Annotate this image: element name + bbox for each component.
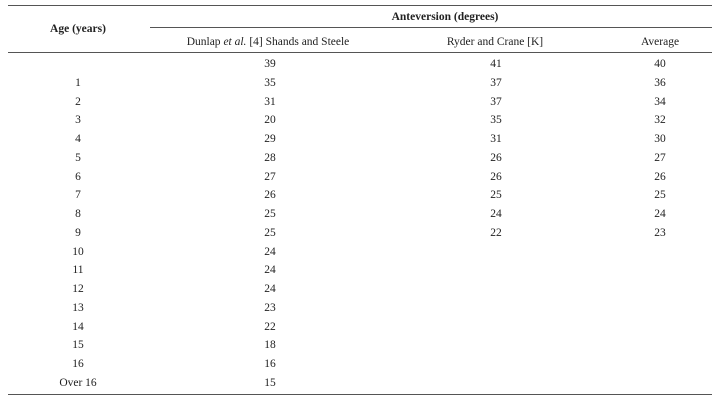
row-age: 7 [75,189,81,201]
row-average-value: 23 [654,227,666,239]
row-dunlap-value: 35 [264,77,276,89]
group-header-rule [150,27,712,28]
row-age: 9 [75,227,81,239]
row-ryder-value: 31 [490,133,502,145]
row-dunlap-value: 31 [264,96,276,108]
row-dunlap-value: 20 [264,114,276,126]
row-ryder-value: 41 [490,58,502,70]
row-age: 13 [72,302,84,314]
row-average-value: 36 [654,77,666,89]
row-age: 6 [75,171,81,183]
row-dunlap-value: 22 [264,321,276,333]
header-dunlap-italic: et al. [223,36,247,48]
header-dunlap-prefix: Dunlap [186,36,224,48]
row-average-value: 34 [654,96,666,108]
row-ryder-value: 26 [490,171,502,183]
row-average-value: 40 [654,58,666,70]
row-age: 16 [72,358,84,370]
header-bottom-rule [8,52,712,53]
row-age: 12 [72,283,84,295]
row-age: 14 [72,321,84,333]
row-dunlap-value: 39 [264,58,276,70]
row-age: 2 [75,96,81,108]
row-average-value: 30 [654,133,666,145]
row-age: 5 [75,152,81,164]
row-average-value: 32 [654,114,666,126]
row-dunlap-value: 16 [264,358,276,370]
row-age: 4 [75,133,81,145]
header-average: Average [640,36,680,48]
row-dunlap-value: 25 [264,208,276,220]
row-ryder-value: 22 [490,227,502,239]
row-dunlap-value: 25 [264,227,276,239]
header-age: Age (years) [50,23,106,35]
row-dunlap-value: 23 [264,302,276,314]
row-ryder-value: 37 [490,96,502,108]
row-average-value: 24 [654,208,666,220]
row-dunlap-value: 24 [264,264,276,276]
bottom-rule [8,394,712,395]
row-dunlap-value: 26 [264,189,276,201]
row-age: 11 [72,264,84,276]
row-ryder-value: 37 [490,77,502,89]
header-anteversion: Anteversion (degrees) [391,11,499,23]
row-dunlap-value: 28 [264,152,276,164]
top-rule [8,5,712,6]
row-dunlap-value: 15 [264,377,276,389]
row-dunlap-value: 24 [264,283,276,295]
row-dunlap-value: 24 [264,246,276,258]
row-dunlap-value: 18 [264,339,276,351]
header-ryder-crane: Ryder and Crane [K] [446,36,544,48]
row-average-value: 26 [654,171,666,183]
row-average-value: 25 [654,189,666,201]
row-dunlap-value: 29 [264,133,276,145]
header-dunlap-shands [178,35,358,49]
row-age: 15 [72,339,84,351]
row-age: 1 [75,77,81,89]
row-ryder-value: 25 [490,189,502,201]
row-ryder-value: 35 [490,114,502,126]
row-average-value: 27 [654,152,666,164]
row-age: 8 [75,208,81,220]
header-dunlap-suffix: [4] Shands and Steele [246,36,350,48]
row-ryder-value: 26 [490,152,502,164]
row-age: Over 16 [59,377,97,389]
row-dunlap-value: 27 [264,171,276,183]
row-age: 3 [75,114,81,126]
row-ryder-value: 24 [490,208,502,220]
row-age: 10 [72,246,84,258]
